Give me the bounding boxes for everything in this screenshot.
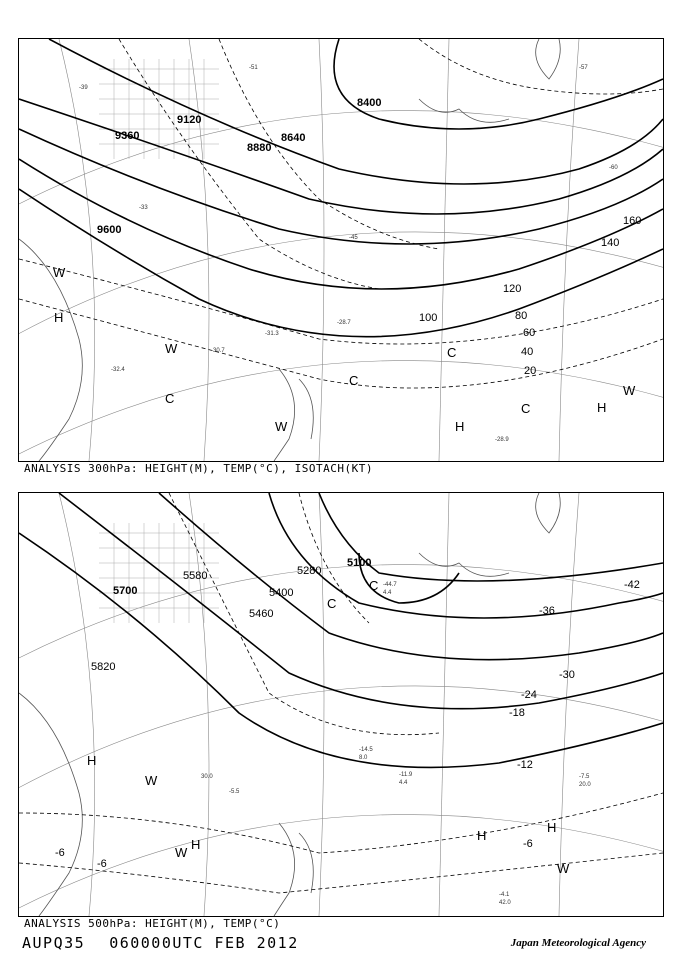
- temp-label: -28.9: [495, 437, 509, 443]
- chart-300hpa: [18, 38, 664, 462]
- high-center: H: [547, 820, 557, 835]
- coastline: [19, 493, 560, 916]
- height-label: 8640: [281, 132, 306, 144]
- temp-label: -33: [139, 205, 148, 211]
- cold-center: C: [349, 373, 359, 388]
- coastline: [19, 39, 560, 461]
- isotach-label: 120: [503, 283, 522, 295]
- isotherm-label: -6: [55, 847, 65, 859]
- temp-label: -60: [609, 165, 618, 171]
- height-label: 5460: [249, 608, 274, 620]
- high-center: H: [597, 400, 607, 415]
- height-label: 5400: [269, 587, 294, 599]
- height-label: 8400: [357, 97, 382, 109]
- temp-label: -39: [79, 85, 88, 91]
- warm-center: W: [175, 845, 188, 860]
- caption-500hpa: ANALYSIS 500hPa: HEIGHT(M), TEMP(°C): [24, 917, 281, 930]
- graticule: [19, 493, 663, 916]
- chart-code: AUPQ35: [22, 934, 86, 952]
- temp-label: -31.3: [265, 331, 279, 337]
- station-value: 8.0: [359, 755, 368, 761]
- isotherm-label: -30: [559, 669, 575, 681]
- cold-center: C: [327, 596, 337, 611]
- cold-center: C: [165, 391, 175, 406]
- temp-label: -32.4: [111, 367, 125, 373]
- height-contours: [19, 39, 663, 337]
- map-300hpa: [19, 39, 663, 461]
- warm-center: W: [53, 265, 66, 280]
- isotach-label: 80: [515, 310, 528, 322]
- isotach-label: 140: [601, 237, 620, 249]
- temp-label: -28.7: [337, 320, 351, 326]
- height-label: 5280: [297, 565, 322, 577]
- high-center: H: [191, 837, 201, 852]
- high-center: H: [87, 753, 97, 768]
- isotherm-label: -42: [624, 579, 640, 591]
- height-label: 9600: [97, 224, 122, 236]
- station-value: -11.9: [399, 772, 413, 778]
- height-label: 5580: [183, 570, 208, 582]
- height-label: 9360: [115, 130, 140, 142]
- height-label: 5820: [91, 661, 116, 673]
- isotherm-label: -24: [521, 689, 537, 701]
- warm-center: W: [557, 861, 570, 876]
- chart-datetime: 060000UTC FEB 2012: [109, 934, 299, 952]
- isotach-label: 60: [523, 327, 536, 339]
- isotherm-label: -6: [97, 858, 107, 870]
- cold-center: C: [447, 345, 457, 360]
- isotach-label: 40: [521, 346, 534, 358]
- isotherm-label: -12: [517, 759, 533, 771]
- height-label: 5700: [113, 585, 138, 597]
- high-center: H: [455, 419, 465, 434]
- agency-name: Japan Meteorological Agency: [510, 937, 646, 949]
- station-value: -5.5: [229, 789, 240, 795]
- station-value: 4.4: [399, 780, 408, 786]
- isotherm-label: -18: [509, 707, 525, 719]
- map-500hpa: [19, 493, 663, 916]
- station-value: 4.4: [383, 590, 392, 596]
- temp-label: -45: [349, 235, 358, 241]
- station-value: -4.1: [499, 892, 510, 898]
- cold-center: C: [369, 578, 379, 593]
- isotherm-label: -6: [523, 838, 533, 850]
- isotherm-label: -36: [539, 605, 555, 617]
- warm-center: W: [145, 773, 158, 788]
- cold-center: C: [521, 401, 531, 416]
- high-center: H: [477, 828, 487, 843]
- temp-label: -57: [579, 65, 588, 71]
- station-value: 30.0: [201, 774, 213, 780]
- height-label: 8880: [247, 142, 272, 154]
- station-value: 20.0: [579, 782, 591, 788]
- warm-center: W: [165, 341, 178, 356]
- isotach-label: 160: [623, 215, 642, 227]
- height-label: 9120: [177, 114, 202, 126]
- station-value: 42.0: [499, 900, 511, 906]
- station-value: -14.5: [359, 747, 373, 753]
- temp-label: -51: [249, 65, 258, 71]
- isotach-label: 100: [419, 312, 438, 324]
- warm-center: W: [623, 383, 636, 398]
- warm-center: W: [275, 419, 288, 434]
- station-value: -7.5: [579, 774, 590, 780]
- caption-300hpa: ANALYSIS 300hPa: HEIGHT(M), TEMP(°C), ISOTACH(KT): [24, 462, 374, 475]
- station-value: -44.7: [383, 582, 397, 588]
- temp-label: -30.7: [211, 348, 225, 354]
- height-label: 5100: [347, 557, 372, 569]
- chart-500hpa: [18, 492, 664, 917]
- footer-chart-info: [22, 934, 323, 952]
- high-center: H: [54, 310, 64, 325]
- isotach-label: 20: [524, 365, 537, 377]
